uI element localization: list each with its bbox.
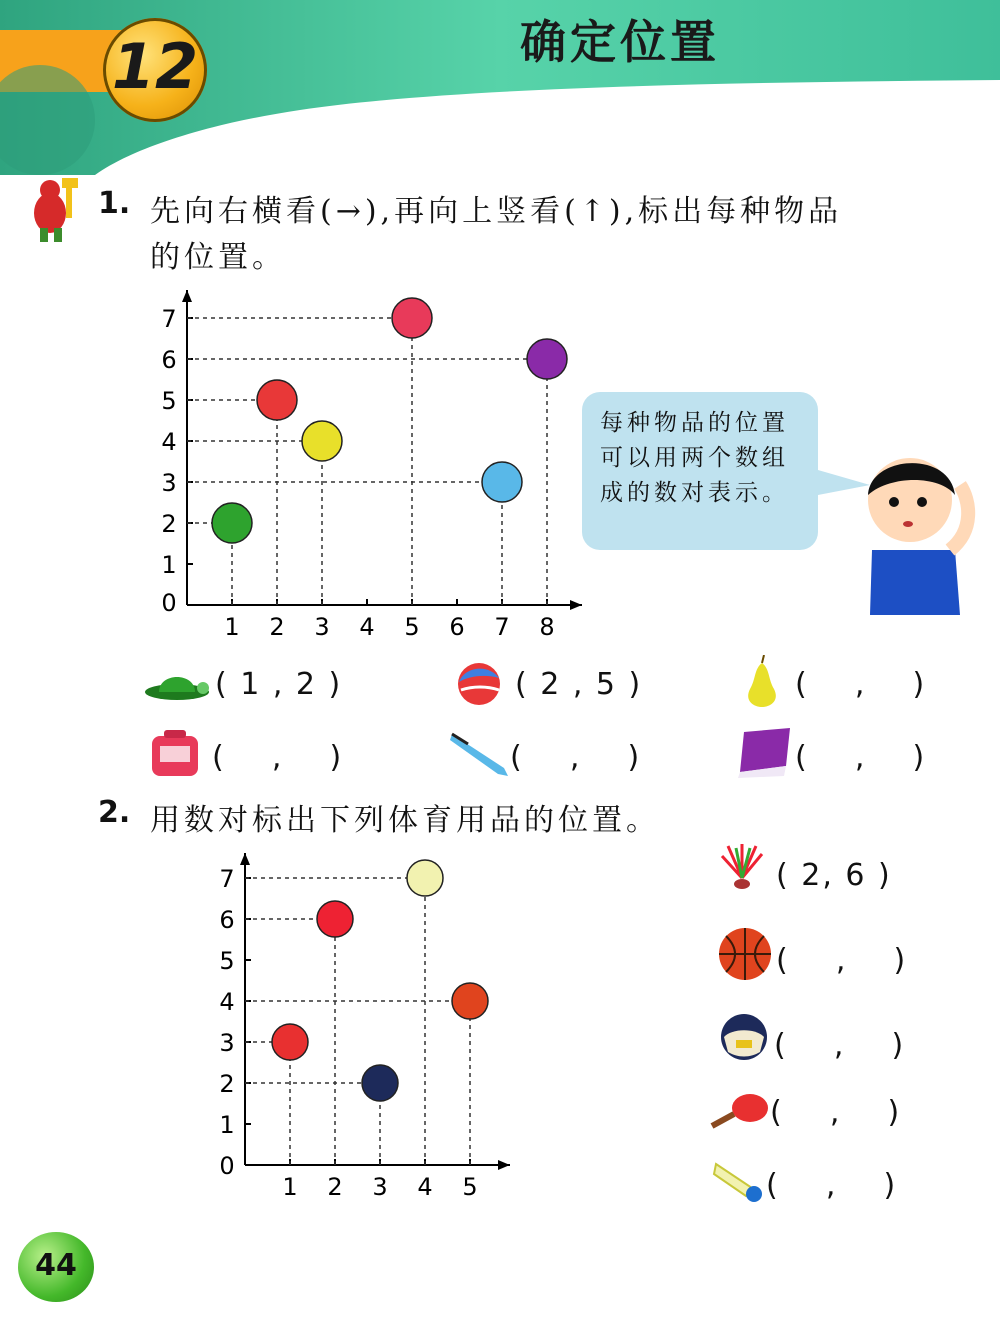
x-tick-label: 2 [327, 1173, 343, 1201]
y-tick-label: 1 [219, 1111, 235, 1139]
boy-icon [810, 440, 990, 620]
badminton-icon [407, 860, 443, 896]
speech-bubble: 每种物品的位置可以用两个数组成的数对表示。 [582, 392, 818, 550]
x-tick-label: 5 [462, 1173, 478, 1201]
lesson-title: 确定位置 [520, 15, 720, 69]
knife-icon [448, 728, 514, 778]
y-tick-label: 3 [219, 1029, 235, 1057]
y-tick-label: 5 [219, 947, 235, 975]
page-number: 44 [35, 1248, 77, 1283]
y-axis-arrow [182, 290, 192, 302]
y-tick-label: 4 [219, 988, 235, 1016]
paddle-icon [708, 1092, 770, 1132]
lesson-number: 12 [111, 30, 199, 103]
book-icon [527, 339, 567, 379]
answer-volleyball: ( , ) [774, 1028, 906, 1063]
knife-icon [482, 462, 522, 502]
book-icon [734, 726, 794, 780]
y-tick-label: 4 [161, 428, 177, 456]
answer-book: ( , ) [795, 740, 927, 775]
x-tick-label: 3 [314, 613, 330, 641]
shuttlecock-toy-icon [718, 842, 768, 896]
answer-ball: ( 2 , 5 ) [515, 667, 643, 702]
x-tick-label: 8 [539, 613, 555, 641]
volleyball-icon [362, 1065, 398, 1101]
key-mascot-icon [22, 168, 82, 248]
answer-basketball: ( , ) [776, 943, 908, 978]
y-tick-label: 1 [161, 551, 177, 579]
x-tick-label: 3 [372, 1173, 388, 1201]
q2-text: 用数对标出下列体育用品的位置。 [150, 803, 660, 838]
y-axis-arrow [240, 853, 250, 865]
paddle-icon [272, 1024, 308, 1060]
answer-bag: ( , ) [212, 740, 344, 775]
y-tick-label: 2 [161, 510, 177, 538]
volleyball-icon [716, 1012, 772, 1062]
x-tick-label: 0 [161, 589, 177, 617]
q1-chart [150, 280, 600, 650]
x-tick-label: 6 [449, 613, 465, 641]
answer-paddle: ( , ) [770, 1095, 902, 1130]
x-tick-label: 4 [359, 613, 375, 641]
answer-badminton: ( , ) [766, 1168, 898, 1203]
x-axis-arrow [570, 600, 582, 610]
q2-chart [210, 845, 520, 1205]
y-tick-label: 7 [161, 305, 177, 333]
ball-icon [257, 380, 297, 420]
y-tick-label: 0 [219, 1152, 235, 1180]
q2-number: 2. [98, 795, 131, 830]
x-tick-label: 4 [417, 1173, 433, 1201]
hat-icon [212, 503, 252, 543]
x-tick-label: 1 [224, 613, 240, 641]
bag-icon [148, 728, 204, 778]
y-tick-label: 6 [161, 346, 177, 374]
badminton-icon [712, 1158, 768, 1204]
x-tick-label: 7 [494, 613, 510, 641]
x-tick-label: 1 [282, 1173, 298, 1201]
y-tick-label: 5 [161, 387, 177, 415]
answer-knife: ( , ) [510, 740, 642, 775]
bag-icon [392, 298, 432, 338]
hat-icon [143, 664, 215, 706]
x-tick-label: 2 [269, 613, 285, 641]
q1-number: 1. [98, 186, 131, 221]
q1-text-line1: 先向右横看(→),再向上竖看(↑),标出每种物品 [150, 194, 843, 229]
shuttlecock-toy-icon [317, 901, 353, 937]
x-axis-arrow [498, 1160, 510, 1170]
q1-text-line2: 的位置。 [150, 240, 286, 275]
y-tick-label: 6 [219, 906, 235, 934]
basketball-icon [452, 983, 488, 1019]
answer-pear: ( , ) [795, 667, 927, 702]
pear-icon [302, 421, 342, 461]
y-tick-label: 2 [219, 1070, 235, 1098]
answer-hat: ( 1 , 2 ) [215, 667, 343, 702]
pear-icon [740, 655, 784, 709]
ball-icon [455, 660, 503, 708]
x-tick-label: 5 [404, 613, 420, 641]
basketball-icon [716, 926, 774, 982]
y-tick-label: 7 [219, 865, 235, 893]
y-tick-label: 3 [161, 469, 177, 497]
answer-shuttlecock-toy: ( 2, 6 ) [776, 858, 892, 893]
